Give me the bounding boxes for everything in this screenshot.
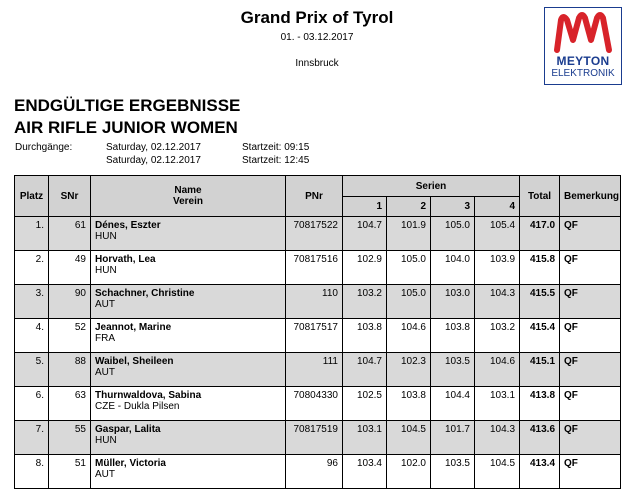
cell-total: 415.4 [520, 319, 560, 353]
cell-pnr: 96 [286, 455, 343, 489]
athlete-nation: HUN [95, 231, 117, 242]
col-header-verein-label: Verein [172, 196, 204, 207]
cell-series-1: 102.9 [343, 251, 387, 285]
round-2-start: Startzeit: 12:45 [242, 155, 310, 166]
athlete-name: Horvath, Lea [95, 254, 156, 265]
cell-platz: 2. [15, 251, 49, 285]
col-header-snr: SNr [49, 176, 91, 217]
cell-remark: QF [560, 353, 621, 387]
round-2-date: Saturday, 02.12.2017 [106, 155, 201, 166]
table-row [15, 251, 621, 285]
athlete-nation: FRA [95, 333, 115, 344]
table-row [15, 387, 621, 421]
athlete-nation: HUN [95, 265, 117, 276]
cell-series-4: 103.1 [475, 387, 520, 421]
cell-remark: QF [560, 421, 621, 455]
cell-platz: 3. [15, 285, 49, 319]
col-header-platz: Platz [15, 176, 49, 217]
results-body [15, 217, 621, 489]
col-header-series-4: 4 [475, 197, 520, 217]
cell-remark: QF [560, 251, 621, 285]
cell-total: 415.8 [520, 251, 560, 285]
cell-series-2: 101.9 [387, 217, 431, 251]
round-1-date: Saturday, 02.12.2017 [106, 142, 201, 153]
cell-pnr: 111 [286, 353, 343, 387]
cell-series-4: 104.3 [475, 285, 520, 319]
meyton-m-icon [551, 10, 615, 54]
cell-series-2: 102.3 [387, 353, 431, 387]
cell-series-3: 101.7 [431, 421, 475, 455]
cell-snr: 61 [49, 217, 91, 251]
cell-series-4: 105.4 [475, 217, 520, 251]
athlete-nation: CZE - Dukla Pilsen [95, 401, 180, 412]
cell-snr: 52 [49, 319, 91, 353]
cell-pnr: 70817522 [286, 217, 343, 251]
athlete-nation: AUT [95, 299, 115, 310]
cell-series-1: 103.1 [343, 421, 387, 455]
cell-snr: 63 [49, 387, 91, 421]
cell-platz: 8. [15, 455, 49, 489]
col-header-pnr: PNr [286, 176, 343, 217]
cell-total: 413.4 [520, 455, 560, 489]
col-header-bemerkung: Bemerkung [560, 176, 621, 217]
table-row [15, 421, 621, 455]
cell-remark: QF [560, 319, 621, 353]
logo-text-elektronik: ELEKTRONIK [551, 68, 615, 79]
athlete-name: Jeannot, Marine [95, 322, 172, 333]
cell-series-2: 105.0 [387, 285, 431, 319]
cell-total: 413.8 [520, 387, 560, 421]
logo-text-meyton: MEYTON [556, 54, 610, 68]
cell-platz: 6. [15, 387, 49, 421]
cell-series-2: 104.5 [387, 421, 431, 455]
cell-series-1: 103.8 [343, 319, 387, 353]
cell-platz: 4. [15, 319, 49, 353]
cell-snr: 49 [49, 251, 91, 285]
athlete-name: Dénes, Eszter [95, 220, 161, 231]
round-1-start: Startzeit: 09:15 [242, 142, 310, 153]
cell-athlete [91, 387, 286, 421]
cell-snr: 51 [49, 455, 91, 489]
cell-snr: 90 [49, 285, 91, 319]
cell-series-2: 105.0 [387, 251, 431, 285]
cell-series-3: 104.0 [431, 251, 475, 285]
col-header-series-2: 2 [387, 197, 431, 217]
competition-title: AIR RIFLE JUNIOR WOMEN [14, 118, 238, 137]
col-header-name [91, 176, 286, 217]
cell-series-3: 103.5 [431, 455, 475, 489]
cell-series-4: 103.2 [475, 319, 520, 353]
athlete-name: Müller, Victoria [95, 458, 166, 469]
cell-series-3: 103.0 [431, 285, 475, 319]
cell-pnr: 110 [286, 285, 343, 319]
athlete-name: Schachner, Christine [95, 288, 195, 299]
cell-series-1: 102.5 [343, 387, 387, 421]
cell-athlete [91, 455, 286, 489]
cell-series-2: 103.8 [387, 387, 431, 421]
col-header-series-3: 3 [431, 197, 475, 217]
rounds-label: Durchgänge: [15, 142, 73, 153]
col-header-total: Total [520, 176, 560, 217]
table-row [15, 285, 621, 319]
cell-total: 415.5 [520, 285, 560, 319]
athlete-nation: HUN [95, 435, 117, 446]
table-row [15, 319, 621, 353]
cell-remark: QF [560, 285, 621, 319]
cell-series-1: 103.2 [343, 285, 387, 319]
table-row [15, 353, 621, 387]
athlete-name: Waibel, Sheileen [95, 356, 174, 367]
col-header-name-label: Name [174, 185, 202, 196]
cell-snr: 88 [49, 353, 91, 387]
cell-series-2: 102.0 [387, 455, 431, 489]
cell-series-1: 103.4 [343, 455, 387, 489]
event-title: Grand Prix of Tyrol [240, 8, 394, 27]
cell-platz: 1. [15, 217, 49, 251]
cell-series-3: 103.8 [431, 319, 475, 353]
cell-athlete [91, 217, 286, 251]
cell-athlete [91, 319, 286, 353]
athlete-name: Gaspar, Lalita [95, 424, 161, 435]
table-row [15, 455, 621, 489]
cell-pnr: 70817516 [286, 251, 343, 285]
cell-pnr: 70817519 [286, 421, 343, 455]
col-header-serien: Serien [343, 176, 520, 197]
cell-series-4: 104.5 [475, 455, 520, 489]
athlete-nation: AUT [95, 367, 115, 378]
cell-series-3: 105.0 [431, 217, 475, 251]
cell-athlete [91, 421, 286, 455]
cell-snr: 55 [49, 421, 91, 455]
cell-platz: 5. [15, 353, 49, 387]
cell-total: 413.6 [520, 421, 560, 455]
cell-series-1: 104.7 [343, 217, 387, 251]
cell-pnr: 70817517 [286, 319, 343, 353]
cell-remark: QF [560, 217, 621, 251]
cell-athlete [91, 251, 286, 285]
cell-pnr: 70804330 [286, 387, 343, 421]
cell-total: 415.1 [520, 353, 560, 387]
meyton-logo [544, 7, 622, 85]
cell-athlete [91, 285, 286, 319]
event-dates: 01. - 03.12.2017 [280, 32, 354, 43]
col-header-series-1: 1 [343, 197, 387, 217]
cell-series-4: 104.3 [475, 421, 520, 455]
cell-athlete [91, 353, 286, 387]
cell-remark: QF [560, 455, 621, 489]
cell-series-4: 104.6 [475, 353, 520, 387]
athlete-nation: AUT [95, 469, 115, 480]
cell-series-1: 104.7 [343, 353, 387, 387]
cell-series-2: 104.6 [387, 319, 431, 353]
cell-platz: 7. [15, 421, 49, 455]
cell-series-4: 103.9 [475, 251, 520, 285]
cell-remark: QF [560, 387, 621, 421]
result-title: ENDGÜLTIGE ERGEBNISSE [14, 96, 241, 115]
cell-series-3: 103.5 [431, 353, 475, 387]
table-row [15, 217, 621, 251]
cell-total: 417.0 [520, 217, 560, 251]
results-table [14, 175, 621, 489]
event-city: Innsbruck [295, 58, 339, 69]
athlete-name: Thurnwaldova, Sabina [95, 390, 202, 401]
cell-series-3: 104.4 [431, 387, 475, 421]
